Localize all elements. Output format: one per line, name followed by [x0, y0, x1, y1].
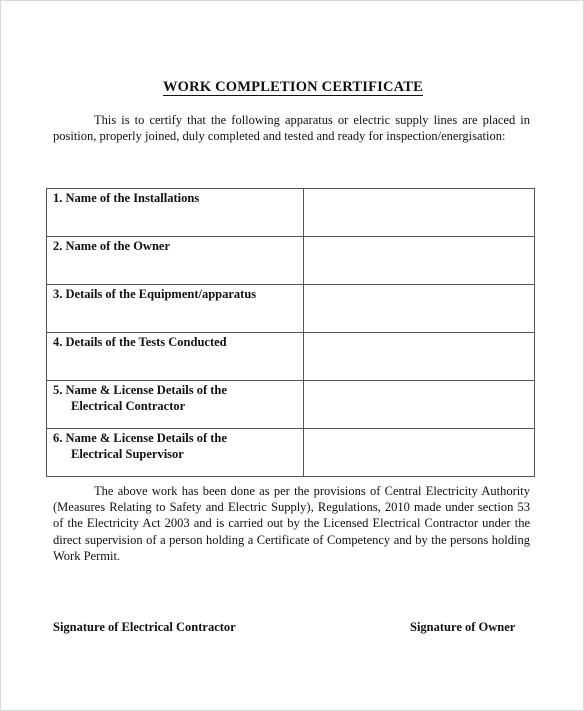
- signature-contractor: Signature of Electrical Contractor: [53, 620, 236, 634]
- details-table: [46, 188, 535, 477]
- certificate-title: [1, 79, 584, 96]
- row-label-owner: [47, 237, 304, 285]
- row-value-contractor: [303, 381, 534, 429]
- signature-owner: Signature of Owner: [410, 620, 516, 634]
- table-row: [47, 381, 535, 429]
- row-label-text: 6. Name & License Details of the: [53, 431, 227, 445]
- row-value-owner: [303, 237, 534, 285]
- row-label-supervisor: [47, 429, 304, 477]
- row-label-equipment: [47, 285, 304, 333]
- row-label-tests: [47, 333, 304, 381]
- row-label-text: 2. Name of the Owner: [53, 239, 170, 253]
- table-row: [47, 333, 535, 381]
- row-value-tests: [303, 333, 534, 381]
- row-value-installations: [303, 189, 534, 237]
- row-label-text: 1. Name of the Installations: [53, 191, 200, 205]
- row-label-text: 4. Details of the Tests Conducted: [53, 335, 227, 349]
- intro-paragraph: This is to certify that the following apparatus or electric supply lines are placed in position, properly joined, duly completed and tested and ready for inspection/energisation:: [53, 113, 530, 143]
- row-label-text: 5. Name & License Details of the: [53, 383, 227, 397]
- row-label-continuation: Electrical Contractor: [71, 398, 186, 413]
- row-value-supervisor: [303, 429, 534, 477]
- table-row: [47, 429, 535, 477]
- table-row: [47, 285, 535, 333]
- table-row: [47, 189, 535, 237]
- row-label-continuation: Electrical Supervisor: [71, 446, 184, 461]
- compliance-paragraph: The above work has been done as per the provisions of Central Electricity Authority (Measures Relating to Safety and Electric Supply), Regulations, 2010 made under section 53 of the Electricity Act 2003 and is carried out by the Licensed Electrical Contractor under the direct supervision of a person holding a Certificate of Competency and by the persons holding Work Permit.: [53, 484, 530, 563]
- row-label-installations: [47, 189, 304, 237]
- row-label-text: 3. Details of the Equipment/apparatus: [53, 287, 257, 301]
- title-text: WORK COMPLETION CERTIFICATE: [162, 79, 423, 95]
- table-row: [47, 237, 535, 285]
- row-value-equipment: [303, 285, 534, 333]
- row-label-contractor: [47, 381, 304, 429]
